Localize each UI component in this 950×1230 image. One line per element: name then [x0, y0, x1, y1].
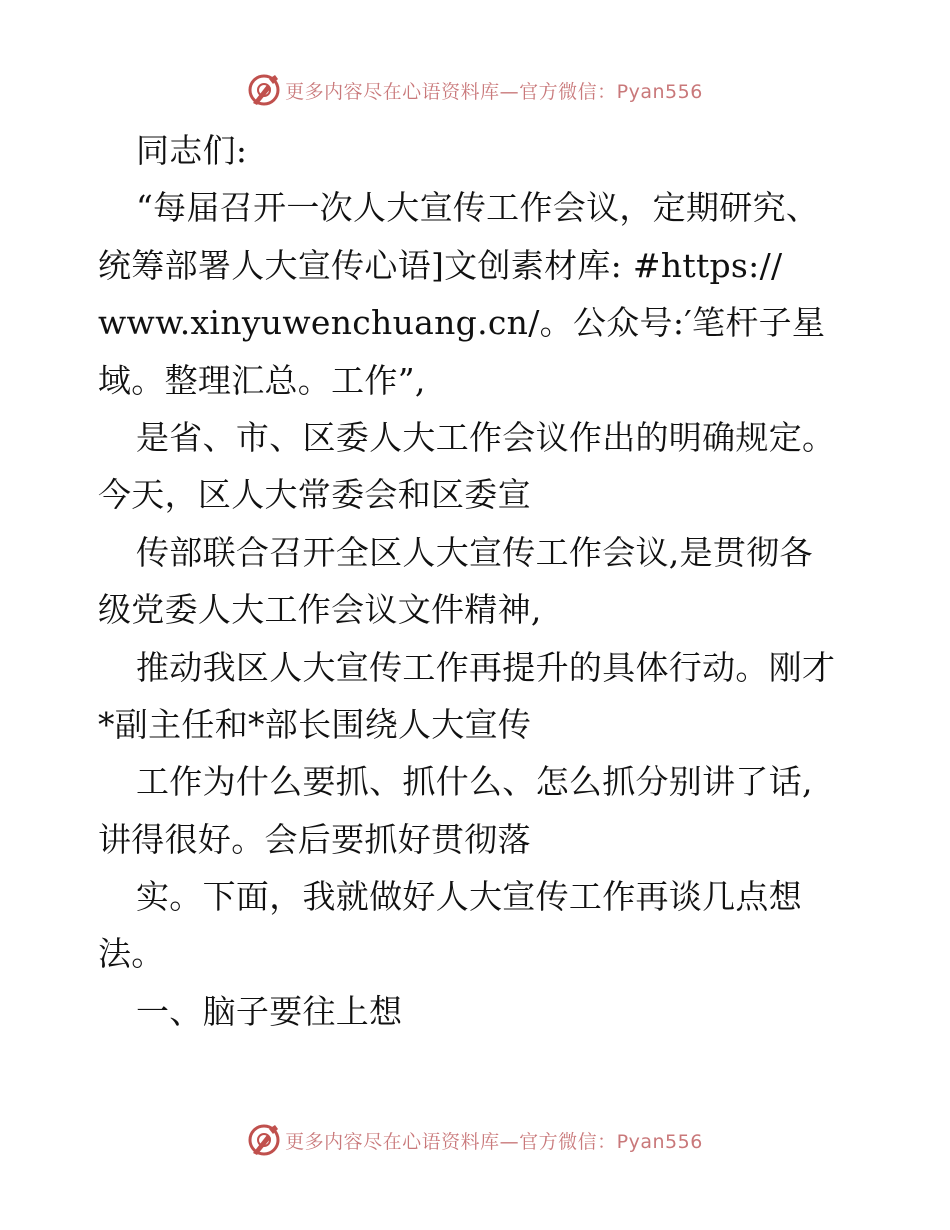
section-heading: 一、脑子要往上想 — [136, 991, 403, 1031]
header-watermark — [0, 70, 950, 110]
paragraph-line: 统筹部署人大宣传心语]文创素材库: #https:// — [98, 245, 783, 285]
footer-watermark — [0, 1120, 950, 1160]
paragraph-line: 实。下面，我就做好人大宣传工作再谈几点想 — [136, 877, 802, 917]
pen-logo-icon — [247, 73, 281, 107]
paragraph-line: 工作为什么要抓、抓什么、怎么抓分别讲了话, — [136, 762, 813, 802]
paragraph-line: 是省、市、区委人大工作会议作出的明确规定。 — [136, 417, 836, 457]
paragraph-line: 推动我区人大宣传工作再提升的具体行动。刚才 — [136, 647, 836, 687]
paragraph-line: 域。整理汇总。工作”, — [98, 360, 426, 400]
paragraph-line: *副主任和*部长围绕人大宣传 — [98, 704, 532, 744]
watermark-text: 更多内容尽在心语资料库—官方微信：Pyan556 — [285, 1130, 703, 1153]
watermark-text: 更多内容尽在心语资料库—官方微信：Pyan556 — [285, 80, 703, 103]
paragraph-line: “每届召开一次人大宣传工作会议，定期研究、 — [136, 188, 820, 228]
pen-logo-icon — [247, 1123, 281, 1157]
paragraph-line: www.xinyuwenchuang.cn/。公众号:′笔杆子星 — [98, 303, 826, 343]
salutation: 同志们: — [136, 131, 248, 170]
paragraph-line: 传部联合召开全区人大宣传工作会议,是贯彻各 — [136, 532, 813, 572]
paragraph-line: 讲得很好。会后要抓好贯彻落 — [98, 819, 531, 859]
paragraph-line: 法。 — [98, 934, 165, 974]
paragraph-line: 级党委人大工作会议文件精神, — [98, 590, 542, 630]
paragraph-line: 今天，区人大常委会和区委宣 — [98, 475, 531, 515]
document-body — [98, 122, 858, 1040]
